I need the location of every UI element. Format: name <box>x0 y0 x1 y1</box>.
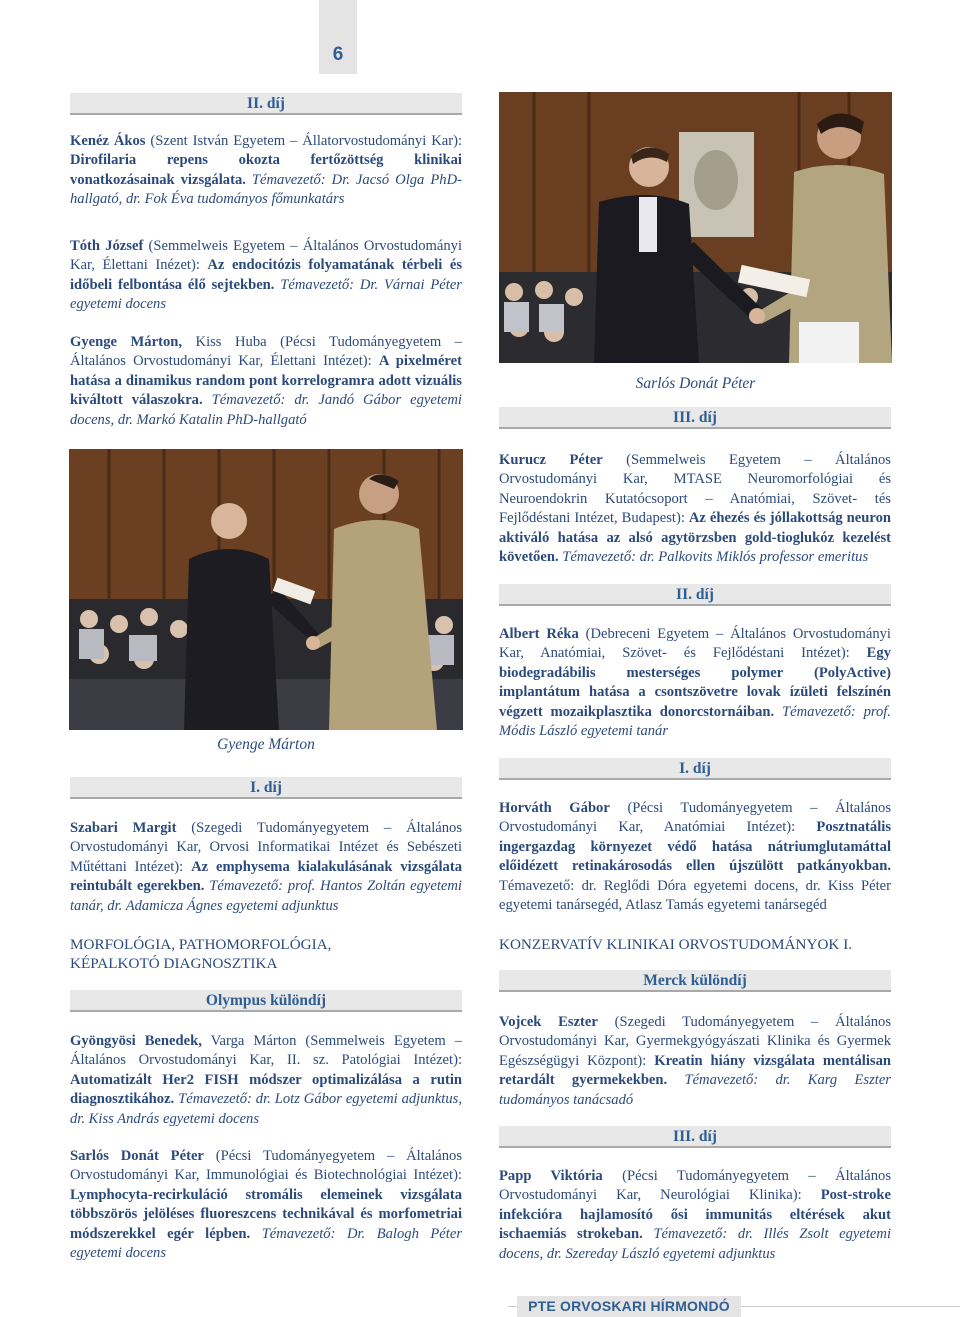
affiliation: (Szegedi Tudományegyetem – Általános Orvostudományi Kar, Gyermekgyógyászati Klinika és Gyermek Egészségügyi Központ): <box>499 1014 891 1069</box>
left-prize-ii-bar <box>70 93 462 115</box>
paper-title: Kreatin hiány vizsgálata mentálisan retardált gyermekekben. <box>499 1052 891 1089</box>
author-name: Kurucz Péter <box>499 452 603 468</box>
left-entry-gyenge <box>70 333 462 430</box>
right-prize-merck-bar <box>499 970 891 992</box>
affiliation: (Pécsi Tudományegyetem – Általános Orvostudományi Kar, Neurológiai Klinika): <box>499 1168 892 1204</box>
right-prize-ii-bar <box>499 584 891 606</box>
right-entry-papp <box>499 1167 891 1264</box>
affiliation: (Debreceni Egyetem – Általános Orvostudományi Kar, Anatómiai, Szövet- és Fejlődéstani Intézet): <box>499 626 891 662</box>
author-name: Horváth Gábor <box>499 800 610 816</box>
photo-caption-right: Sarlós Donát Péter <box>635 375 756 392</box>
author-name: Gyenge Márton, <box>70 334 183 350</box>
prize-heading: I. díj <box>499 758 891 780</box>
author-name: Tóth József <box>70 238 144 254</box>
paper-title: Automatizált Her2 FISH módszer optimalizálása a rutin diagnosztikához. <box>70 1071 462 1108</box>
paper-title: Az endocitózis folyamatának térbeli és időbeli felbontása élő sejtekben. <box>70 257 463 293</box>
left-entry-gyongyosi <box>70 1032 462 1129</box>
affiliation: (Semmelweis Egyetem – Általános Orvostudományi Kar, MTASE Neuromorfológiai és Neuroendokrin Kutatócsoport – Anatómiai, Szövet- tés Fejlődéstani Intézet, Budapest): <box>499 452 891 527</box>
paper-title: Lymphocyta-recirkuláció stromális elemeinek vizsgálata többszörös jelöléses fluoreszcens technikával és morfometriai módszerekkel egér lépben. <box>70 1186 462 1242</box>
prize-heading: Olympus különdíj <box>70 990 462 1012</box>
left-entry-kenez <box>70 132 462 210</box>
prize-heading: II. díj <box>70 93 462 115</box>
left-entry-sarlos <box>70 1147 462 1263</box>
supervisor: Témavezető: dr. Illés Zsolt egyetemi docens, dr. Szereday László egyetemi adjunktus <box>499 1226 892 1262</box>
author-name: Vojcek Eszter <box>499 1014 598 1030</box>
supervisor: Témavezető: dr. Palkovits Miklós professor emeritus <box>558 549 869 566</box>
author-name: Kenéz Ákos <box>70 133 146 149</box>
right-entry-vojcek <box>499 1013 891 1110</box>
supervisor: Témavezető: dr. Jandó Gábor egyetemi docens, dr. Markó Katalin PhD-hallgató <box>70 392 462 428</box>
prize-heading: III. díj <box>499 407 891 429</box>
award-photo-gyenge <box>69 449 463 730</box>
paper-title: Post-stroke infekcióra hajlamosító ősi immunitás eltérések akut ischaemiás strokeban. <box>499 1187 891 1243</box>
author-name: Albert Réka <box>499 626 579 642</box>
prize-heading: Merck különdíj <box>499 970 891 992</box>
prize-heading: II. díj <box>499 584 891 606</box>
affiliation: (Semmelweis Egyetem – Általános Orvostudományi Kar, Élettani Inézet): <box>70 238 462 274</box>
supervisor: Témavezető: prof. Hantos Zoltán egyetemi tanár, dr. Adamicza Ágnes egyetemi adjunktus <box>70 878 462 914</box>
affiliation: (Szent István Egyetem – Állatorvostudományi Kar): <box>145 133 462 149</box>
paper-title: Posztnatális ingergazdag környezet védő hatása nátriumglutamáttal előidézett retinakárosodás ellen újszülött patkányokban. <box>499 819 891 875</box>
right-entry-horvath <box>499 799 891 915</box>
supervisor: Témavezető: dr. Karg Eszter tudományos tanácsadó <box>499 1072 891 1108</box>
right-prize-iii-bar <box>499 407 891 429</box>
affiliation: (Szegedi Tudományegyetem – Általános Orvostudományi Kar, Orvosi Informatikai Intézet és Sebészeti Műtéttani Intézet): <box>70 820 463 875</box>
section-heading-konzervativ: KONZERVATÍV KLINIKAI ORVOSTUDOMÁNYOK I. <box>499 936 853 953</box>
left-entry-toth <box>70 237 462 315</box>
supervisor: Témavezető: Dr. Jacsó Olga PhD-hallgató, dr. Fok Éva tudományos főmunkatárs <box>70 171 462 208</box>
author-name: Sarlós Donát Péter <box>70 1148 204 1164</box>
supervisor: Témavezető: Dr. Várnai Péter egyetemi docens <box>70 276 462 313</box>
supervisor: Témavezető: dr. Reglődi Dóra egyetemi docens, dr. Kiss Péter egyetemi tanársegéd, Atlasz Tamás egyetemi tanársegéd <box>499 877 891 914</box>
photo-caption-left: Gyenge Márton <box>217 736 315 753</box>
footer-publication-name: PTE ORVOSKARI HÍRMONDÓ <box>517 1296 741 1317</box>
affiliation: (Pécsi Tudományegyetem – Általános Orvostudományi Kar, Immunológiai és Biotechnológiai Intézet): <box>70 1148 462 1184</box>
prize-heading: I. díj <box>70 777 462 799</box>
right-prize-iii-b-bar <box>499 1126 891 1148</box>
affiliation: Kiss Huba (Pécsi Tudományegyetem – Általános Orvostudományi Kar, Élettani Intézet): <box>70 334 463 370</box>
right-entry-kurucz <box>499 451 891 567</box>
award-photo-sarlos <box>499 92 892 363</box>
supervisor: Témavezető: prof. Módis László egyetemi tanár <box>499 703 892 740</box>
author-name: Szabari Margit <box>70 820 177 836</box>
paper-title: Egy biodegradábilis mesterséges polymer (PolyActive) implantátum hatása a csontszövetre lovak ízületi felszínén végzett mozaikplasztika donorcstornáiban. <box>499 645 891 720</box>
left-entry-szabari <box>70 819 462 916</box>
affiliation: (Pécsi Tudományegyetem – Általános Orvostudományi Kar, Anatómiai Intézet): <box>499 800 892 836</box>
right-entry-albert <box>499 625 891 741</box>
author-name: Papp Viktória <box>499 1168 603 1184</box>
right-prize-i-bar <box>499 758 891 780</box>
left-prize-olympus-bar <box>70 990 462 1012</box>
paper-title: A pixelméret hatása a dinamikus random pont korrelogramra adott vizuális kiváltott válaszokra. <box>70 353 462 409</box>
page-number: 6 <box>332 44 344 65</box>
author-name: Gyöngyösi Benedek, <box>70 1033 202 1049</box>
affiliation: Varga Márton (Semmelweis Egyetem – Általános Orvostudományi Kar, II. sz. Patológiai Intézet): <box>70 1033 462 1069</box>
left-prize-i-bar <box>70 777 462 799</box>
supervisor: Témavezető: Dr. Balogh Péter egyetemi docens <box>70 1225 462 1262</box>
paper-title: Az éhezés és jóllakottság neuron aktiváló hatása az alsó agytörzsben gold-tioglukóz kezelést követően. <box>499 510 892 566</box>
prize-heading: III. díj <box>499 1126 891 1148</box>
paper-title: Az emphysema kialakulásának vizsgálata reintubált egerekben. <box>70 858 462 895</box>
supervisor: Témavezető: dr. Lotz Gábor egyetemi adjunktus, dr. Kiss András egyetemi docens <box>70 1091 462 1127</box>
paper-title: Dirofilaria repens okozta fertőzöttség klinikai vonatkozásainak vizsgálata. <box>70 152 462 188</box>
section-heading-morfologia: MORFOLÓGIA, PATHOMORFOLÓGIA, KÉPALKOTÓ DIAGNOSZTIKA <box>70 936 332 973</box>
